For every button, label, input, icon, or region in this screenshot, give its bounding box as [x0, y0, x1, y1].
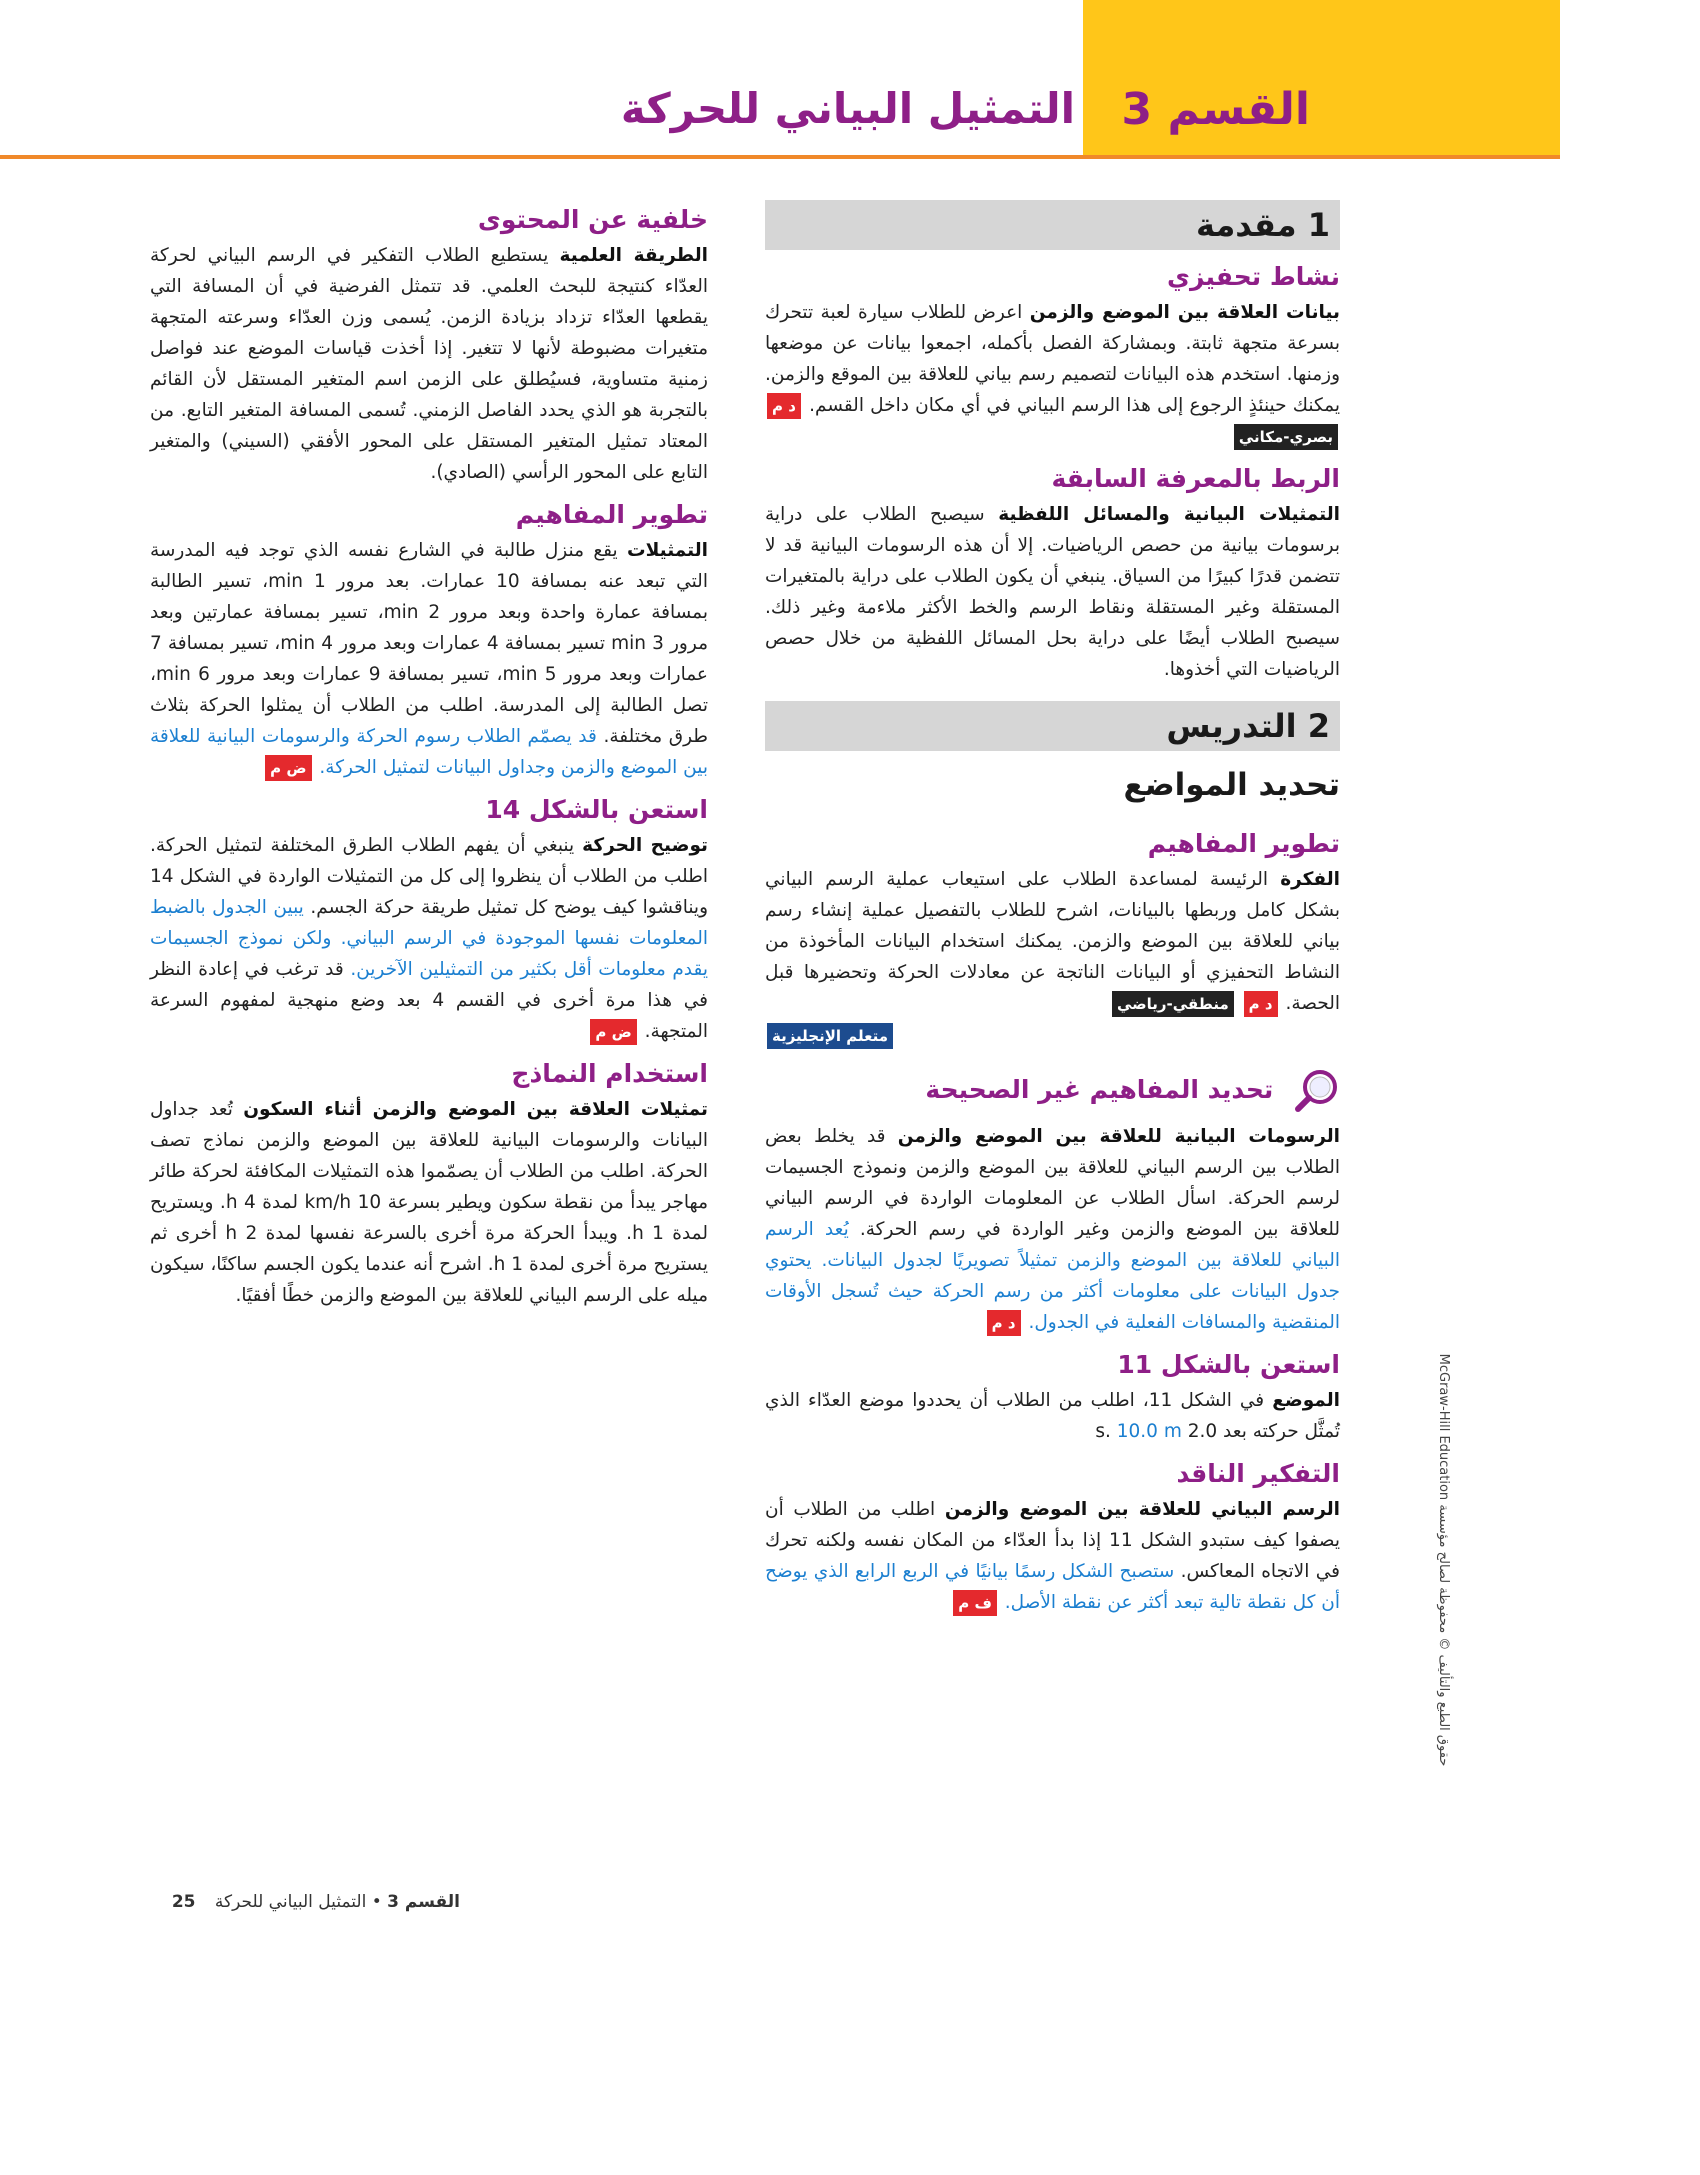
left-column — [150, 205, 708, 1315]
critical-thinking-answer: ستصبح الشكل رسمًا بيانيًا في الربع الرابع الذي يوضح أن كل نقطة تالية تبعد أكثر عن نقطة الأصل. — [765, 1561, 1340, 1613]
background-paragraph — [150, 240, 708, 488]
prior-knowledge-paragraph — [765, 499, 1340, 685]
concept-dev-paragraph — [765, 864, 1340, 1019]
left-concept-dev-heading: تطوير المفاهيم — [515, 500, 708, 529]
misconceptions-heading — [765, 1067, 1340, 1115]
figure14-text2: قد ترغب في إعادة النظر في هذا مرة أخرى في القسم 4 بعد وضع منهجية لمفهوم السرعة المتجهة. — [150, 959, 708, 1042]
prior-knowledge-lead: التمثيلات البيانية والمسائل اللفظية — [998, 504, 1340, 525]
teach-section-bar: 2 التدريس — [765, 701, 1340, 751]
critical-thinking-text: اطلب من الطلاب أن يصفوا كيف ستبدو الشكل 11 إذا بدأ العدّاء من المكان نفسه ولكنه تحرك في الاتجاه المعاكس. — [765, 1499, 1340, 1582]
motivating-activity-lead: بيانات العلاقة بين الموضع والزمن — [1029, 302, 1340, 323]
tag-english-learner: متعلم الإنجليزية — [767, 1023, 893, 1049]
motivating-activity-text: اعرض للطلاب سيارة لعبة تتحرك بسرعة متجهة ثابتة. وبمشاركة الفصل بأكمله، اجمعوا بيانات عن موضعها وزمنها. استخدم هذه البيانات لتصميم رسم بياني للعلاقة بين الموقع والزمن. يمكنك حينئذٍ الرجوع إلى هذا الرسم البياني في أي مكان داخل القسم. — [765, 302, 1341, 416]
misconceptions-answer: يُعد الرسم البياني للعلاقة بين الموضع والزمن تمثيلاً تصويريًا لجدول البيانات. يحتوي جدول البيانات على معلومات أكثر من رسم الحركة حيث تُسجل الأوقات المنقضية والمسافات الفعلية في الجدول. — [765, 1219, 1340, 1333]
misconceptions-text: قد يخلط بعض الطلاب بين الرسم البياني للعلاقة بين الموضع والزمن ونموذج الجسيمات لرسم الحركة. اسأل الطلاب عن المعلومات الواردة في الرسم البياني للعلاقة بين الموضع والزمن وغير الواردة في رسم الحركة. — [765, 1126, 1340, 1240]
figure14-paragraph — [150, 830, 708, 1047]
prior-knowledge-heading: الربط بالمعرفة السابقة — [1051, 464, 1340, 493]
left-concept-dev-text: يقع منزل طالبة في الشارع نفسه الذي توجد فيه المدرسة التي تبعد عنه بمسافة 10 عمارات. بعد مرور 1 min، تسير الطالبة بمسافة عمارة واحدة وبعد مرور 2 min، تسير بمسافة عمارتين وبعد مرور 3 min تسير بمسافة 4 عمارات وبعد مرور 4 min، تسير بمسافة 7 عمارات وبعد مرور 5 min، تسير بمسافة 9 عمارات وبعد مرور 6 min، تصل الطالبة إلى المدرسة. اطلب من الطلاب أن يمثلوا الحركة بثلاث طرق مختلفة. — [150, 540, 709, 747]
right-column — [765, 200, 1340, 1622]
page-footer — [130, 1892, 460, 1912]
concept-dev-text: الرئيسة لمساعدة الطلاب على استيعاب عملية الرسم البياني بشكل كامل وربطها بالبيانات، اشرح للطلاب بالتفصيل عملية إنشاء رسم بياني للعلاقة بين الموضع والزمن. يمكنك استخدام البيانات المأخوذة من النشاط التحفيزي أو البيانات الناتجة عن معادلات الحركة وتحضيرها قبل الحصة. — [765, 869, 1340, 1014]
motivating-activity-heading: نشاط تحفيزي — [1167, 262, 1340, 291]
background-lead: الطريقة العلمية — [559, 245, 708, 266]
ell-tag-row — [765, 1023, 1340, 1049]
left-concept-dev-lead: التمثيلات — [627, 540, 708, 561]
magnifier-icon — [1292, 1067, 1340, 1115]
figure11-answer: 10.0 m — [1116, 1421, 1182, 1442]
tag-dm: د م — [987, 1310, 1021, 1336]
tag-dm: د م — [1244, 991, 1278, 1017]
tag-fm: ف م — [953, 1590, 997, 1616]
section-label: القسم 3 — [1121, 84, 1310, 135]
misconceptions-lead: الرسومات البيانية للعلاقة بين الموضع والزمن — [897, 1126, 1340, 1147]
tag-zm: ض م — [265, 755, 311, 781]
critical-thinking-paragraph — [765, 1494, 1340, 1618]
left-concept-dev-answer: قد يصمّم الطلاب رسوم الحركة والرسومات البيانية للعلاقة بين الموضع والزمن وجداول البيانات لتمثيل الحركة. — [150, 726, 708, 778]
figure11-lead: الموضع — [1272, 1390, 1340, 1411]
figure11-paragraph — [765, 1385, 1340, 1447]
tag-dm: د م — [767, 393, 801, 419]
tag-logical-math: منطقي-رياضي — [1112, 991, 1234, 1017]
header-divider — [0, 155, 1560, 159]
teach-subtitle: تحديد المواضع — [1123, 767, 1340, 803]
misconceptions-paragraph — [765, 1121, 1340, 1338]
critical-thinking-heading: التفكير الناقد — [1176, 1459, 1340, 1488]
figure14-heading: استعن بالشكل 14 — [485, 795, 708, 824]
misconceptions-heading-text: تحديد المفاهيم غير الصحيحة — [925, 1075, 1274, 1104]
figure14-text: ينبغي أن يفهم الطلاب الطرق المختلفة لتمثيل الحركة. اطلب من الطلاب أن ينظروا إلى كل من التمثيلات الواردة في الشكل 14 ويناقشوا كيف يوضح كل تمثيل طريقة حركة الجسم. — [150, 835, 708, 918]
background-heading: خلفية عن المحتوى — [477, 205, 708, 234]
figure14-lead: توضيح الحركة — [582, 835, 708, 856]
page-number: 25 — [171, 1892, 196, 1912]
tag-visual-spatial: بصري-مكاني — [1234, 424, 1338, 450]
figure11-heading: استعن بالشكل 11 — [1117, 1350, 1340, 1379]
figure11-text: في الشكل 11، اطلب من الطلاب أن يحددوا موضع العدّاء الذي تُمثَّل حركته بعد 2.0 s. — [765, 1390, 1340, 1442]
background-text: يستطيع الطلاب التفكير في الرسم البياني لحركة العدّاء كنتيجة للبحث العلمي. قد تتمثل الفرضية في أن المسافة التي يقطعها العدّاء تزداد بزيادة الزمن. يُسمى وزن العدّاء وسرعته المتجهة متغيرات مضبوطة لأنها لا تتغير. إذا أخذت قياسات الموضع عند فواصل زمنية متساوية، فسيُطلق على الزمن اسم المتغير المستقل لأن القائم بالتجربة هو الذي يحدد الفاصل الزمني. تُسمى المسافة المتغير التابع. من المعتاد تمثيل المتغير المستقل على المحور الأفقي (السيني) والمتغير التابع على المحور الرأسي (الصادي). — [150, 245, 708, 483]
footer-title: التمثيل البياني للحركة — [214, 1892, 367, 1912]
models-heading: استخدام النماذج — [511, 1059, 708, 1088]
side-copyright: حقوق الطبع والتأليف © محفوظة لصالح مؤسسة McGraw-Hill Education — [1436, 1353, 1451, 1767]
prior-knowledge-text: سيصبح الطلاب على دراية برسومات بيانية من حصص الرياضيات. إلا أن هذه الرسومات البيانية قد لا تتضمن قدرًا كبيرًا من السياق. ينبغي أن يكون الطلاب على دراية بالمتغيرات المستقلة وغير المستقلة ونقاط الرسم والخط الأكثر ملاءمة وغير ذلك. سيصبح الطلاب أيضًا على دراية بحل المسائل اللفظية من خلال حصص الرياضيات التي أخذوها. — [765, 504, 1340, 680]
motivating-activity-paragraph — [765, 297, 1340, 452]
footer-section: القسم 3 — [387, 1892, 460, 1912]
page-title: التمثيل البياني للحركة — [620, 84, 1075, 133]
intro-section-bar: 1 مقدمة — [765, 200, 1340, 250]
concept-dev-heading: تطوير المفاهيم — [1147, 829, 1340, 858]
left-concept-dev-paragraph — [150, 535, 708, 783]
figure14-answer: يبين الجدول بالضبط المعلومات نفسها الموجودة في الرسم البياني. ولكن نموذج الجسيمات يقدم معلومات أقل بكثير من التمثيلين الآخرين. — [150, 897, 708, 980]
models-paragraph — [150, 1094, 708, 1311]
concept-dev-lead: الفكرة — [1280, 869, 1340, 890]
critical-thinking-lead: الرسم البياني للعلاقة بين الموضع والزمن — [944, 1499, 1340, 1520]
models-lead: تمثيلات العلاقة بين الموضع والزمن أثناء السكون — [243, 1099, 708, 1120]
footer-bullet: • — [371, 1892, 382, 1912]
models-text: تُعد جداول البيانات والرسومات البيانية للعلاقة بين الموضع والزمن نماذج تصف الحركة. اطلب من الطلاب أن يصمّموا هذه التمثيلات المكافئة لحركة طائر مهاجر يبدأ من نقطة سكون ويطير بسرعة 10 km/h لمدة 4 h. ويستريح لمدة 1 h. ويبدأ الحركة مرة أخرى بالسرعة نفسها لمدة 2 h أخرى ثم يستريح مرة أخرى لمدة 1 h. اشرح أنه عندما يكون الجسم ساكنًا، سيكون ميله على الرسم البياني للعلاقة بين الموضع والزمن خطًا أفقيًا. — [150, 1099, 708, 1306]
tag-zm: ض م — [590, 1019, 636, 1045]
